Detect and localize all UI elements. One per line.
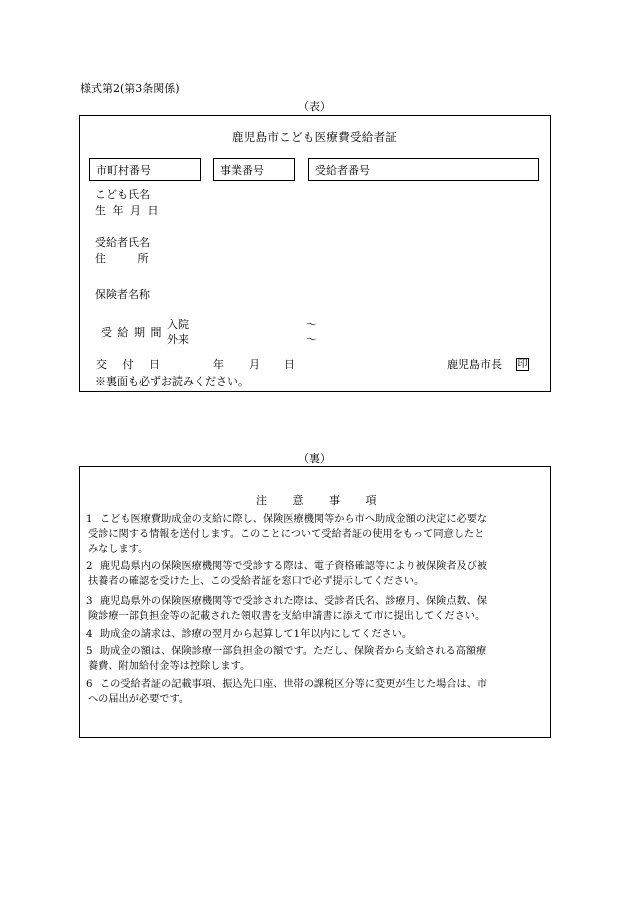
note-line: この受給者証の記載事項、振込先口座、世帯の課税区分等に変更が生じた場合は、市 (100, 679, 488, 690)
address-label: 住 所 (95, 252, 149, 265)
note-line: への届出が必要です。 (88, 694, 190, 705)
note-line: 受診に関する情報を送付します。このことについて受給者証の使用をもって同意したと (88, 529, 485, 540)
back-notice: ※裏面も必ずお読みください。 (95, 375, 249, 388)
note-line: 養費、附加給付金等は控除します。 (88, 661, 251, 672)
note-line: みなします。 (88, 544, 149, 555)
note-line: 助成金の額は、保険診療一部負担金の額です。ただし、保険者から支給される高額療 (100, 646, 487, 657)
note-line: 鹿児島県外の保険医療機関等で受診された際は、受診者氏名、診療月、保険点数、保 (100, 596, 488, 607)
note-number: 2 (86, 561, 93, 572)
front-side-label: （表） (298, 100, 331, 113)
mayor-label: 鹿児島市長 (447, 358, 502, 371)
municipality-number-label: 市町村番号 (96, 164, 151, 177)
form-number-label: 様式第2(第3条関係) (80, 82, 180, 95)
note-line: 扶養者の確認を受けた上、この受給者証を窓口で必ず提示してください。 (88, 576, 425, 587)
issue-date-label: 交 付 日 (96, 358, 160, 371)
recipient-number-field (308, 158, 539, 181)
front-card (79, 115, 551, 392)
seal-mark: 印 (517, 359, 528, 370)
back-side-label: （裏） (298, 452, 331, 465)
outpatient-tilde: ～ (306, 333, 317, 346)
note-line: 助成金の請求は、診療の翌月から起算して1年以内にしてください。 (100, 629, 413, 640)
note-item (86, 512, 551, 557)
note-number: 4 (86, 629, 93, 640)
issue-day-label: 日 (284, 358, 295, 371)
card-title: 鹿児島市こども医療費受給者証 (232, 130, 398, 144)
inpatient-label: 入院 (167, 318, 189, 331)
child-name-label: こども氏名 (95, 188, 150, 201)
note-number: 5 (86, 646, 93, 657)
note-line: 鹿児島県内の保険医療機関等で受診する際は、電子資格確認等により被保険者及び被 (100, 561, 488, 572)
insurer-name-label: 保険者名称 (95, 288, 150, 301)
business-number-label: 事業番号 (220, 164, 264, 177)
issue-year-label: 年 (213, 358, 224, 371)
municipality-number-field (89, 158, 201, 181)
note-number: 1 (86, 514, 93, 525)
issue-month-label: 月 (249, 358, 260, 371)
note-line: 険診療一部負担金等の記載された領収書を支給申請書に添えて市に提出してください。 (88, 611, 486, 622)
inpatient-tilde: ～ (306, 318, 317, 331)
notes-title: 注 意 事 項 (256, 494, 377, 507)
note-item (86, 644, 551, 674)
recipient-name-label: 受給者氏名 (95, 236, 150, 249)
note-item (86, 559, 551, 589)
note-item (86, 627, 551, 642)
note-item (86, 677, 551, 707)
recipient-number-label: 受給者番号 (315, 164, 370, 177)
birth-date-label: 生 年 月 日 (95, 204, 160, 217)
outpatient-label: 外来 (167, 333, 189, 346)
note-number: 3 (86, 596, 93, 607)
note-line: こども医療費助成金の支給に際し、保険医療機関等から市へ助成金額の決定に必要な (100, 514, 488, 525)
note-number: 6 (86, 679, 93, 690)
business-number-field (213, 158, 295, 181)
period-label: 受 給 期 間 (101, 326, 163, 339)
note-item (86, 594, 551, 624)
